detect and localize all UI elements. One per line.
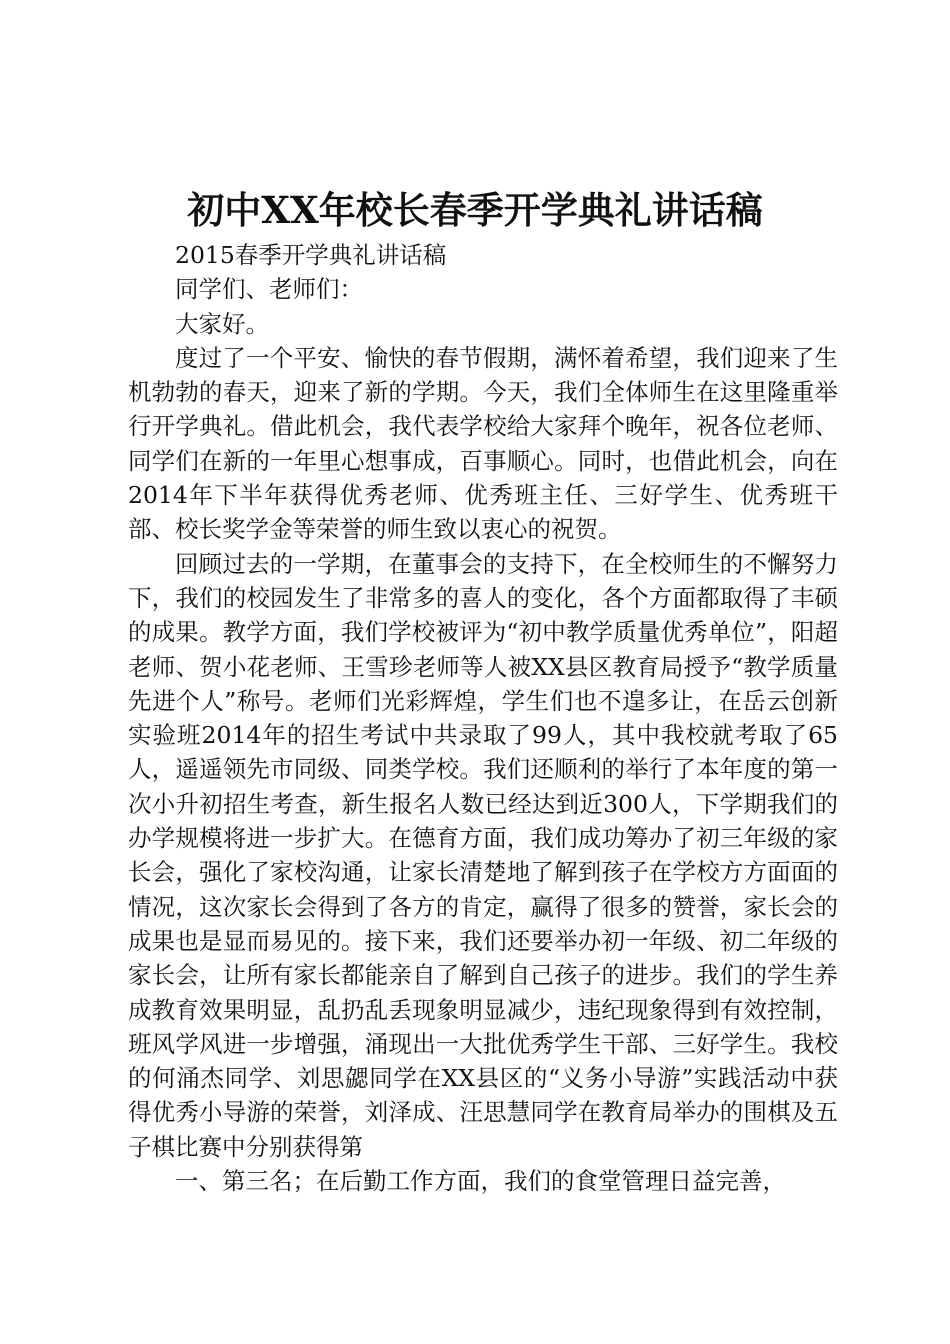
paragraph: 度过了一个平安、愉快的春节假期，满怀着希望，我们迎来了生机勃勃的春天，迎来了新的学期。今天，我们全体师生在这里隆重举行开学典礼。借此机会，我代表学校给大家拜个晚年，祝各位老师、同学们在新的一年里心想事成，百事顺心。同时，也借此机会，向在2014年下半年获得优秀老师、优秀班主任、三好学生、优秀班干部、校长奖学金等荣誉的师生致以衷心的祝贺。 xyxy=(128,343,838,544)
document-title: 初中XX年校长春季开学典礼讲话稿 xyxy=(187,188,763,232)
document-body xyxy=(128,238,838,1198)
paragraph: 2015春季开学典礼讲话稿 xyxy=(175,241,447,269)
paragraph: 大家好。 xyxy=(175,309,269,338)
paragraph: 回顾过去的一学期，在董事会的支持下，在全校师生的不懈努力下，我们的校园发生了非常多的喜人的变化，各个方面都取得了丰硕的成果。教学方面，我们学校被评为“初中教学质量优秀单位”，阳超老师、贺小花老师、王雪珍老师等人被XX县区教育局授予“教学质量先进个人”称号。老师们光彩辉煌，学生们也不遑多让，在岳云创新实验班2014年的招生考试中共录取了99人，其中我校就考取了65人，遥遥领先市同级、同类学校。我们还顺利的举行了本年度的第一次小升初招生考查，新生报名人数已经达到近300人，下学期我们的办学规模将进一步扩大。在德育方面，我们成功筹办了初三年级的家长会，强化了家校沟通，让家长清楚地了解到孩子在学校方方面面的情况，这次家长会得到了各方的肯定，赢得了很多的赞誉，家长会的成果也是显而易见的。接下来，我们还要举办初一年级、初二年级的家长会，让所有家长都能亲自了解到自己孩子的进步。我们的学生养成教育效果明显，乱扔乱丢现象明显减少，违纪现象得到有效控制，班风学风进一步增强，涌现出一大批优秀学生干部、三好学生。我校的何涌杰同学、刘思勰同学在XX县区的“义务小导游”实践活动中获得优秀小导游的荣誉，刘泽成、汪思慧同学在教育局举办的围棋及五子棋比赛中分别获得第 xyxy=(128,549,838,1161)
paragraph: 一、第三名；在后勤工作方面，我们的食堂管理日益完善， xyxy=(175,1167,786,1196)
paragraph: 同学们、老师们： xyxy=(175,275,363,304)
